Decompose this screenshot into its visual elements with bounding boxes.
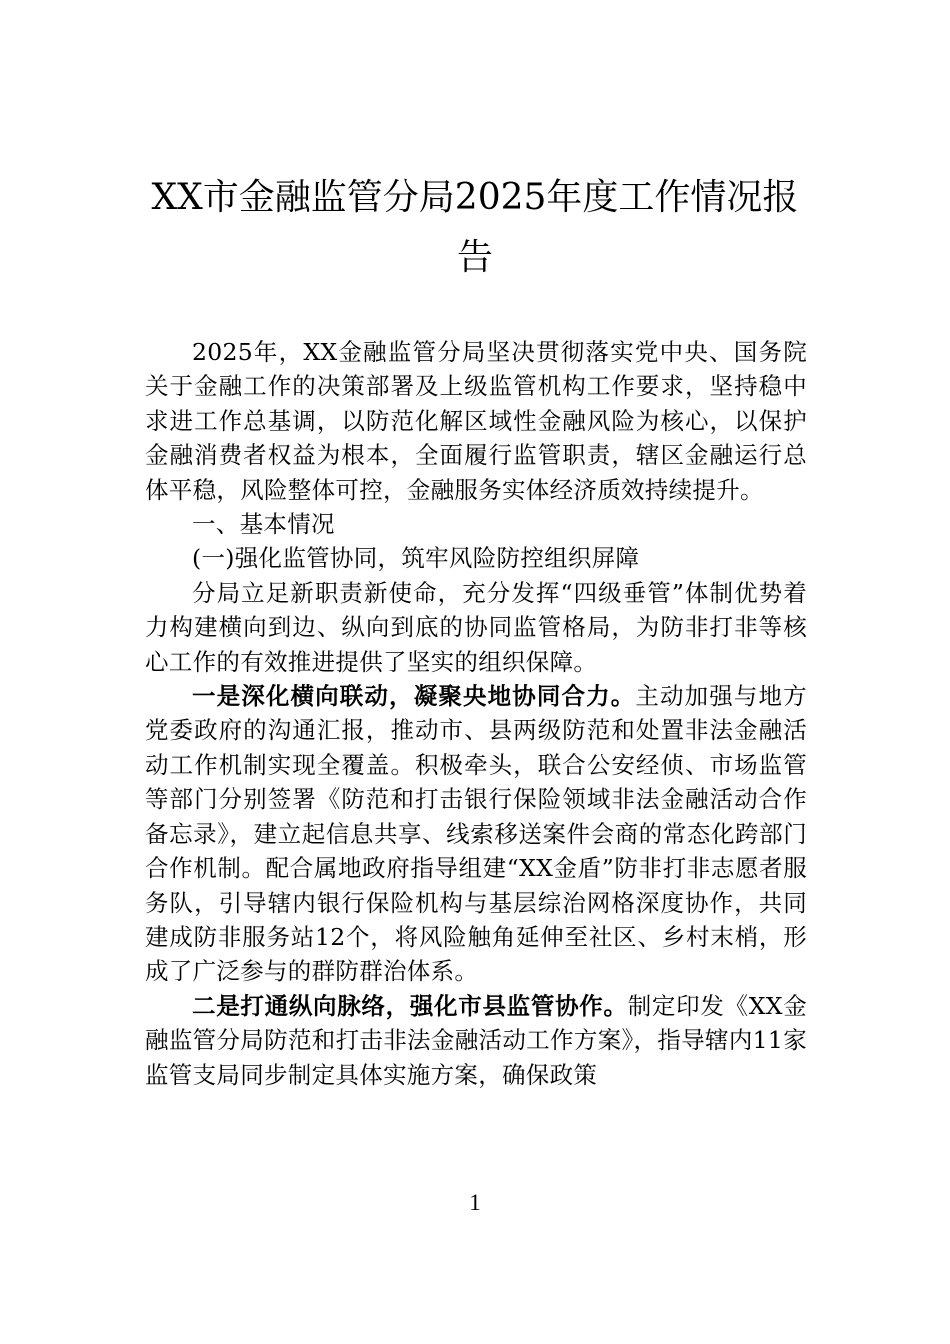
title-line-1: XX市金融监管分局2025年度工作情况报 bbox=[151, 177, 799, 218]
subsection-heading: (一)强化监管协同，筑牢风险防控组织屏障 bbox=[192, 544, 640, 573]
intro-paragraph: 2025年，XX金融监管分局坚决贯彻落实党中央、国务院关于金融工作的决策部署及上级监管机构工作要求，坚持稳中求进工作总基调，以防范化解区域性金融风险为核心，以保护金融消费者权益为根本，全面履行监管职责，辖区金融运行总体平稳，风险整体可控，金融服务实体经济质效持续提升。 bbox=[145, 338, 807, 504]
page-number: 1 bbox=[469, 1190, 481, 1215]
subsection-intro-paragraph: 分局立足新职责新使命，充分发挥“四级垂管”体制优势着力构建横向到边、纵向到底的协同监管格局，为防非打非等核心工作的有效推进提供了坚实的组织保障。 bbox=[145, 578, 807, 676]
section-heading: 一、基本情况 bbox=[192, 510, 335, 539]
point-1-lead: 一是深化横向联动，凝聚央地协同合力。 bbox=[192, 682, 636, 711]
point-2-text: 制定印发《XX金融监管分局防范和打击非法金融活动工作方案》，指导辖内11家监管支局同步制定具体实施方案，确保政策 bbox=[145, 991, 807, 1089]
title-line-2: 告 bbox=[456, 237, 493, 278]
point-1-paragraph bbox=[145, 679, 807, 989]
document-body bbox=[145, 335, 807, 1092]
document-title bbox=[140, 168, 810, 288]
point-1-text: 主动加强与地方党委政府的沟通汇报，推动市、县两级防范和处置非法金融活动工作机制实现全覆盖。积极牵头，联合公安经侦、市场监管等部门分别签署《防范和打击银行保险领域非法金融活动合作备忘录》，建立起信息共享、线索移送案件会商的常态化跨部门合作机制。配合属地政府指导组建“XX金盾”防非打非志愿者服务队，引导辖内银行保险机构与基层综治网格深度协作，共同建成防非服务站12个，将风险触角延伸至社区、乡村末梢，形成了广泛参与的群防群治体系。 bbox=[145, 682, 807, 986]
point-2-lead: 二是打通纵向脉络，强化市县监管协作。 bbox=[192, 991, 628, 1020]
point-2-paragraph bbox=[145, 989, 807, 1092]
